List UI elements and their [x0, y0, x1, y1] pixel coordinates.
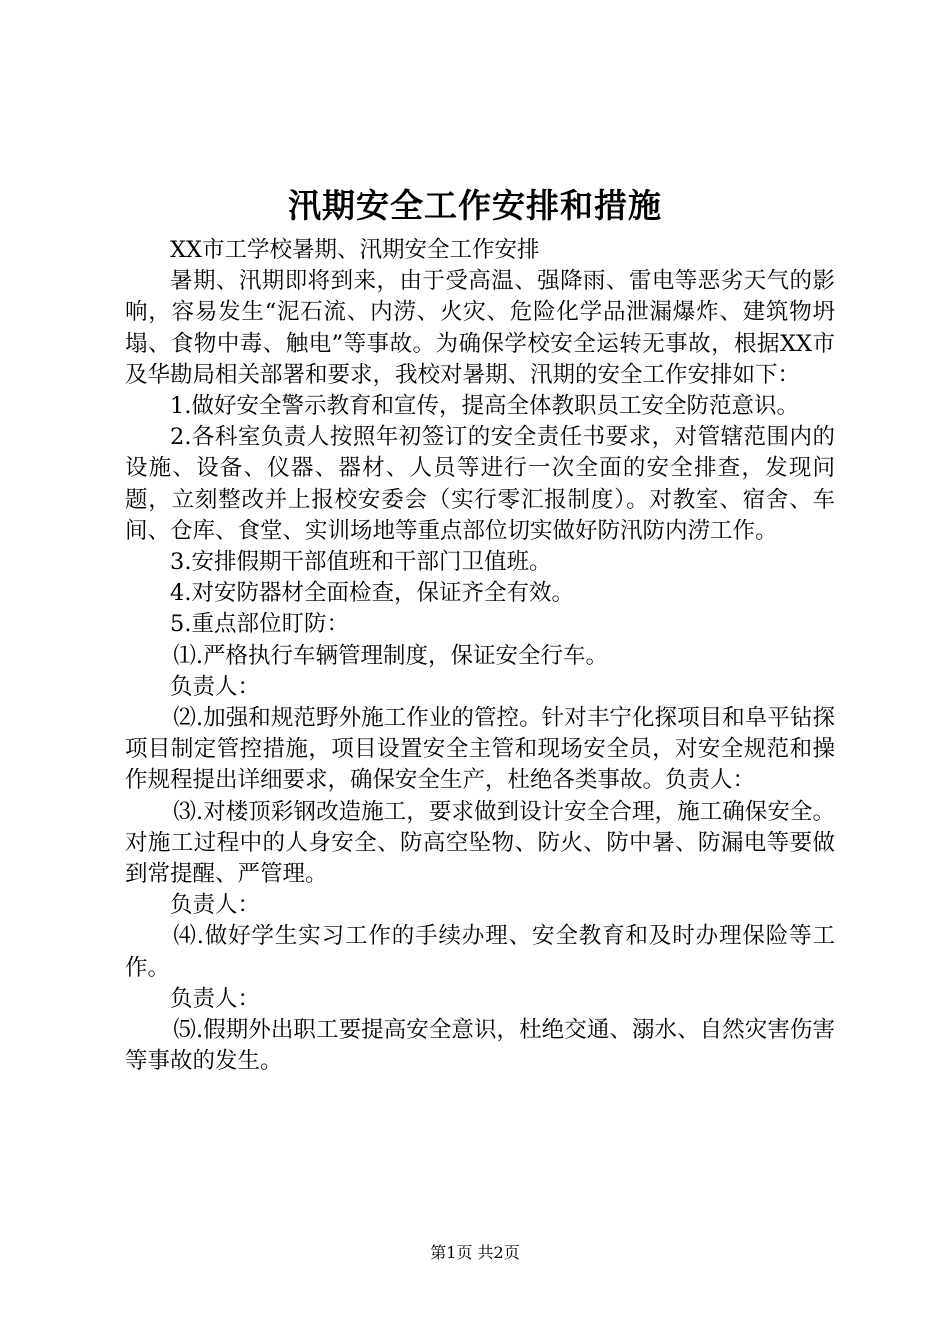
- subitem-1-paragraph: ⑴.严格执行车辆管理制度，保证安全行车。: [173, 642, 609, 669]
- subitem-3-paragraph: ⑶.对楼顶彩钢改造施工，要求做到设计安全合理，施工确保安全。对施工过程中的人身安全、防高空坠物、防火、防中暑、防漏电等要做到常提醒、严管理。: [125, 798, 835, 888]
- subitem-2-paragraph: ⑵.加强和规范野外施工作业的管控。针对丰宁化探项目和阜平钻探项目制定管控措施，项目设置安全主管和现场安全员，对安全规范和操作规程提出详细要求，确保安全生产，杜绝各类事故。负责人：: [125, 705, 835, 794]
- item-1-paragraph: 1.做好安全警示教育和宣传，提高全体教职员工安全防范意识。: [170, 393, 799, 420]
- item-4-paragraph: 4.对安防器材全面检查，保证齐全有效。: [170, 580, 574, 607]
- item-5-heading: 5.重点部位盯防：: [170, 611, 349, 638]
- document-title: 汛期安全工作安排和措施: [288, 186, 662, 225]
- subtitle-paragraph: XX市工学校暑期、汛期安全工作安排: [170, 237, 540, 263]
- document-body: [125, 235, 835, 1077]
- subitem-4-paragraph: ⑷.做好学生实习工作的手续办理、安全教育和及时办理保险等工作。: [125, 923, 835, 981]
- intro-paragraph: 暑期、汛期即将到来，由于受高温、强降雨、雷电等恶劣天气的影响，容易发生“泥石流、内涝、火灾、危险化学品泄漏爆炸、建筑物坍塌、食物中毒、触电”等事故。为确保学校安全运转无事故，根据XX市及华勘局相关部署和要求，我校对暑期、汛期的安全工作安排如下：: [125, 268, 835, 388]
- page-footer: 第1页 共2页: [430, 1243, 520, 1262]
- subitem-5-paragraph: ⑸.假期外出职工要提高安全意识，杜绝交通、溺水、自然灾害伤害等事故的发生。: [125, 1017, 835, 1075]
- responsible-person-line: 负责人：: [170, 892, 261, 919]
- responsible-person-line: 负责人：: [170, 673, 261, 700]
- item-2-paragraph: 2.各科室负责人按照年初签订的安全责任书要求，对管辖范围内的设施、设备、仪器、器材、人员等进行一次全面的安全排查，发现问题，立刻整改并上报校安委会（实行零汇报制度）。对教室、宿舍、车间、仓库、食堂、实训场地等重点部位切实做好防汛防内涝工作。: [125, 424, 835, 544]
- responsible-person-line: 负责人：: [170, 985, 261, 1012]
- item-3-paragraph: 3.安排假期干部值班和干部门卫值班。: [170, 549, 552, 576]
